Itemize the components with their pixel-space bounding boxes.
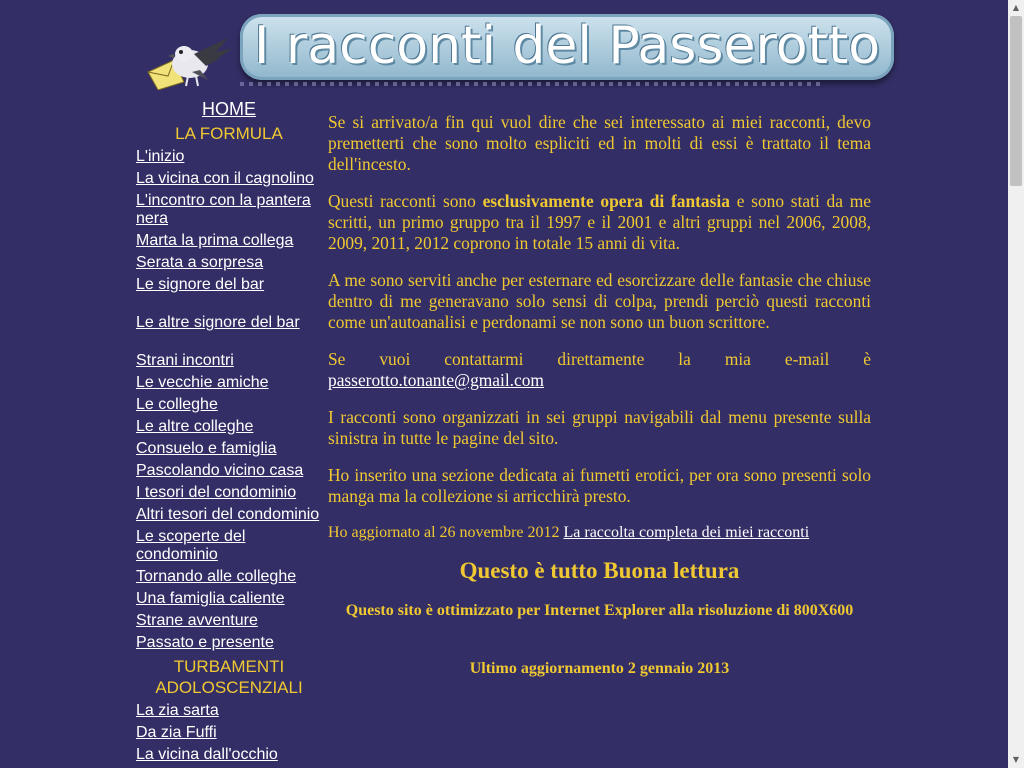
main-content xyxy=(328,112,871,695)
nav-link-passato-e-presente[interactable]: Passato e presente xyxy=(136,634,274,651)
fantasy-text-bold: esclusivamente opera di fantasia xyxy=(482,191,730,211)
nav-link-le-altre-signore-del-bar[interactable]: Le altre signore del bar xyxy=(136,314,300,331)
header-divider xyxy=(240,82,820,86)
fantasy-paragraph xyxy=(328,191,871,254)
nav-link-l-incontro-con-la-pantera-nera[interactable]: L'incontro con la pantera nera xyxy=(136,192,311,227)
closing-heading: Questo è tutto Buona lettura xyxy=(459,558,740,583)
optimized-notice: Questo sito è ottimizzato per Internet Explorer alla risoluzione di 800X600 xyxy=(345,602,854,619)
sparrow-with-letter-icon xyxy=(144,32,234,90)
nav-link-i-tesori-del-condominio[interactable]: I tesori del condominio xyxy=(136,484,297,501)
section-heading-turbamenti-adoloscenziali: TURBAMENTI ADOLOSCENZIALI xyxy=(155,657,303,697)
contact-text: Se vuoi contattarmi direttamente la mia e-mail è xyxy=(328,349,871,369)
email-link[interactable]: passerotto.tonante@gmail.com xyxy=(328,370,544,390)
fantasy-text-after: e sono stati da me scritti, un primo gruppo tra il 1997 e il 2001 e altri gruppi nel 2006, 2008, 2009, 2011, 2012 coprono in totale 15 anni di vita. xyxy=(328,191,871,253)
nav-link-le-signore-del-bar[interactable]: Le signore del bar xyxy=(136,276,265,293)
nav-link-la-zia-sarta[interactable]: La zia sarta xyxy=(136,702,219,719)
site-logo-title: I racconti del Passerotto xyxy=(240,14,894,80)
nav-link-l-inizio[interactable]: L'inizio xyxy=(136,148,185,165)
update-text: Ho aggiornato al 26 novembre 2012 xyxy=(328,524,564,541)
sidebar-nav xyxy=(136,98,322,768)
nav-link-la-vicina-dall-occhio[interactable]: La vicina dall'occhio xyxy=(136,746,278,763)
nav-link-da-zia-fuffi[interactable]: Da zia Fuffi xyxy=(136,724,217,741)
scroll-thumb[interactable] xyxy=(1010,16,1022,186)
nav-link-le-scoperte-del-condominio[interactable]: Le scoperte del condominio xyxy=(136,528,246,563)
vertical-scrollbar[interactable] xyxy=(1008,0,1024,768)
nav-home-link[interactable]: HOME xyxy=(202,99,256,119)
organization-paragraph: I racconti sono organizzati in sei gruppi navigabili dal menu presente sulla sinistra in tutte le pagine del sito. xyxy=(328,407,871,448)
nav-link-strani-incontri[interactable]: Strani incontri xyxy=(136,352,234,369)
section-heading-la-formula: LA FORMULA xyxy=(175,124,283,143)
nav-link-le-altre-colleghe[interactable]: Le altre colleghe xyxy=(136,418,254,435)
comics-paragraph: Ho inserito una sezione dedicata ai fumetti erotici, per ora sono presenti solo manga ma la collezione si arricchirà presto. xyxy=(328,465,871,506)
site-header xyxy=(136,10,881,90)
purpose-paragraph: A me sono serviti anche per esternare ed esorcizzare delle fantasie che chiuse dentro di me generavano solo sensi di colpa, prendi perciò questi racconti come un'autoanalisi e perdonami se non sono un buon scrittore. xyxy=(328,270,871,332)
update-line xyxy=(328,523,871,543)
nav-link-la-vicina-con-il-cagnolino[interactable]: La vicina con il cagnolino xyxy=(136,170,314,187)
scroll-up-arrow-icon[interactable]: ▲ xyxy=(1008,0,1024,16)
nav-link-le-vecchie-amiche[interactable]: Le vecchie amiche xyxy=(136,374,269,391)
nav-link-tornando-alle-colleghe[interactable]: Tornando alle colleghe xyxy=(136,568,297,585)
nav-link-consuelo-e-famiglia[interactable]: Consuelo e famiglia xyxy=(136,440,277,457)
contact-paragraph xyxy=(328,349,871,391)
scroll-down-arrow-icon[interactable]: ▼ xyxy=(1008,752,1024,768)
nav-link-serata-a-sorpresa[interactable]: Serata a sorpresa xyxy=(136,254,264,271)
nav-link-altri-tesori-del-condominio[interactable]: Altri tesori del condominio xyxy=(136,506,320,523)
nav-link-marta-la-prima-collega[interactable]: Marta la prima collega xyxy=(136,232,294,249)
nav-link-una-famiglia-caliente[interactable]: Una famiglia caliente xyxy=(136,590,285,607)
nav-link-strane-avventure[interactable]: Strane avventure xyxy=(136,612,258,629)
fantasy-text-before: Questi racconti sono xyxy=(328,191,483,211)
last-update-notice: Ultimo aggiornamento 2 gennaio 2013 xyxy=(469,660,730,677)
nav-link-pascolando-vicino-casa[interactable]: Pascolando vicino casa xyxy=(136,462,304,479)
intro-paragraph: Se si arrivato/a fin qui vuol dire che sei interessato ai miei racconti, devo premetterti che sono molto espliciti ed in molti di essi è trattato il tema dell'incesto. xyxy=(328,112,871,174)
nav-link-le-colleghe[interactable]: Le colleghe xyxy=(136,396,218,413)
full-collection-link[interactable]: La raccolta completa dei miei racconti xyxy=(563,524,810,541)
